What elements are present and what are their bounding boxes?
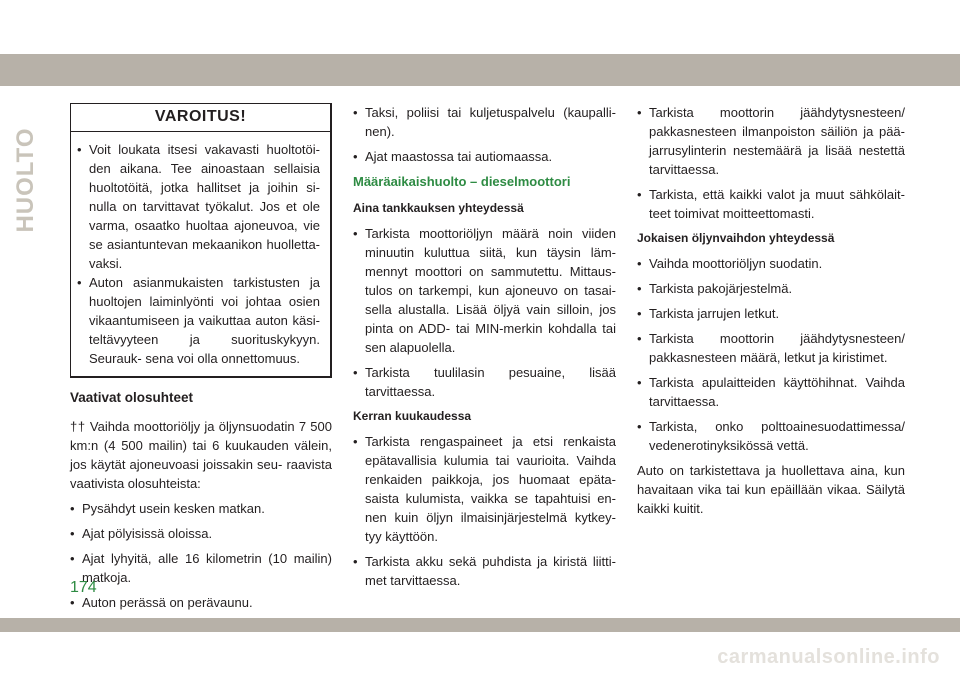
page-number: 174 <box>70 579 97 596</box>
list-item: • Tarkista akku sekä puhdista ja kiristä liitti- met tarvittaessa. <box>353 552 616 590</box>
column-3 <box>637 103 905 524</box>
list-item: • Tarkista moottoriöljyn määrä noin viiden minuutin kuluttua siitä, kun täysin läm- mennyt moottori on sammutettu. Mittaus- tulos on tarkempi, kun ajoneuvo on tasai- sella alustalla. Lisää öljyä vain silloin, jos pinta on ADD- tai MIN-merkin kohdalla tai sen alapuolella. <box>353 224 616 357</box>
list-item: • Tarkista moottorin jäähdytysnesteen/ pakkasnesteen ilmanpoiston säiliön ja pää- jarrusylinterin nestemäärä ja lisää nestettä tarvittaessa. <box>637 103 905 179</box>
warning-box <box>70 103 332 378</box>
conditions-list <box>70 499 332 612</box>
list-item: • Auton perässä on perävaunu. <box>70 593 332 612</box>
list-item: • Ajat pölyisissä oloissa. <box>70 524 332 543</box>
list-item: • Ajat lyhyitä, alle 16 kilometrin (10 mailin) matkoja. <box>70 549 332 587</box>
maintenance-heading: Määräaikaishuolto – dieselmoottori <box>353 174 571 189</box>
oil-change-list <box>637 254 905 455</box>
list-item: • Ajat maastossa tai autiomaassa. <box>353 147 616 166</box>
footer-band <box>0 618 960 632</box>
warning-item: • Auton asianmukaisten tarkistusten ja huoltojen laiminlyönti voi johtaa osien vikaantumiseen ja vaikuttaa auton käsi- teltävyyteen ja suorituskykyyn. Seurauk- sena voi olla onnettomuus. <box>77 273 320 368</box>
list-item: • Tarkista tuulilasin pesuaine, lisää tarvittaessa. <box>353 363 616 401</box>
column-1 <box>70 103 332 618</box>
intro-paragraph: †† Vaihda moottoriöljy ja öljynsuodatin 7 500 km:n (4 500 mailin) tai 6 kuukauden välein, jos käytät ajoneuvoasi joissakin seu- raavista vaativista olosuhteista: <box>70 419 332 491</box>
warning-list <box>77 140 320 368</box>
subheading-refuel: Aina tankkauksen yhteydessä <box>353 201 524 215</box>
warning-title: VAROITUS! <box>71 104 330 132</box>
refuel-list <box>353 224 616 401</box>
column-2 <box>353 103 616 596</box>
section-side-label: HUOLTO <box>12 127 39 233</box>
list-item: • Tarkista, onko polttoainesuodattimessa/ vedenerotinyksikössä vettä. <box>637 417 905 455</box>
monthly-list <box>353 432 616 590</box>
list-item: • Tarkista pakojärjestelmä. <box>637 279 905 298</box>
list-item: • Taksi, poliisi tai kuljetuspalvelu (kaupalli- nen). <box>353 103 616 141</box>
list-item: • Tarkista apulaitteiden käyttöhihnat. Vaihda tarvittaessa. <box>637 373 905 411</box>
warning-item: • Voit loukata itsesi vakavasti huoltotöi- den aikana. Tee ainoastaan sellaisia huoltotöitä, jotka hallitset ja joihin si- nulla on tarvittavat työkalut. Jos et ole varma, osaatko huoltaa ajoneuvoa, vie se asiantuntevan mekaanikon huolletta- vaksi. <box>77 140 320 273</box>
header-band <box>0 54 960 86</box>
list-item: • Tarkista, että kaikki valot ja muut sähkölait- teet toimivat moitteettomasti. <box>637 185 905 223</box>
conditions-list-cont <box>353 103 616 166</box>
watermark: carmanualsonline.info <box>717 646 940 668</box>
list-item: • Vaihda moottoriöljyn suodatin. <box>637 254 905 273</box>
section-heading: Vaativat olosuhteet <box>70 390 194 405</box>
list-item: • Tarkista moottorin jäähdytysnesteen/ pakkasnesteen määrä, letkut ja kiristimet. <box>637 329 905 367</box>
list-item: • Pysähdyt usein kesken matkan. <box>70 499 332 518</box>
subheading-monthly: Kerran kuukaudessa <box>353 409 472 423</box>
monthly-list-cont <box>637 103 905 223</box>
list-item: • Tarkista jarrujen letkut. <box>637 304 905 323</box>
subheading-oil-change: Jokaisen öljynvaihdon yhteydessä <box>637 231 835 245</box>
closing-paragraph: Auto on tarkistettava ja huollettava aina, kun havaitaan vika tai kun epäillään vikaa. Säilytä kaikki kuitit. <box>637 463 905 516</box>
list-item: • Tarkista rengaspaineet ja etsi renkaista epätavallisia kulumia tai vaurioita. Vaihda renkaiden paikkoja, jos huomaat epäta- saista kulumista, vaikka se tapahtuisi en- nen kuin öljyn ilmaisinjärjestelmä kytkey- tyy käyttöön. <box>353 432 616 546</box>
